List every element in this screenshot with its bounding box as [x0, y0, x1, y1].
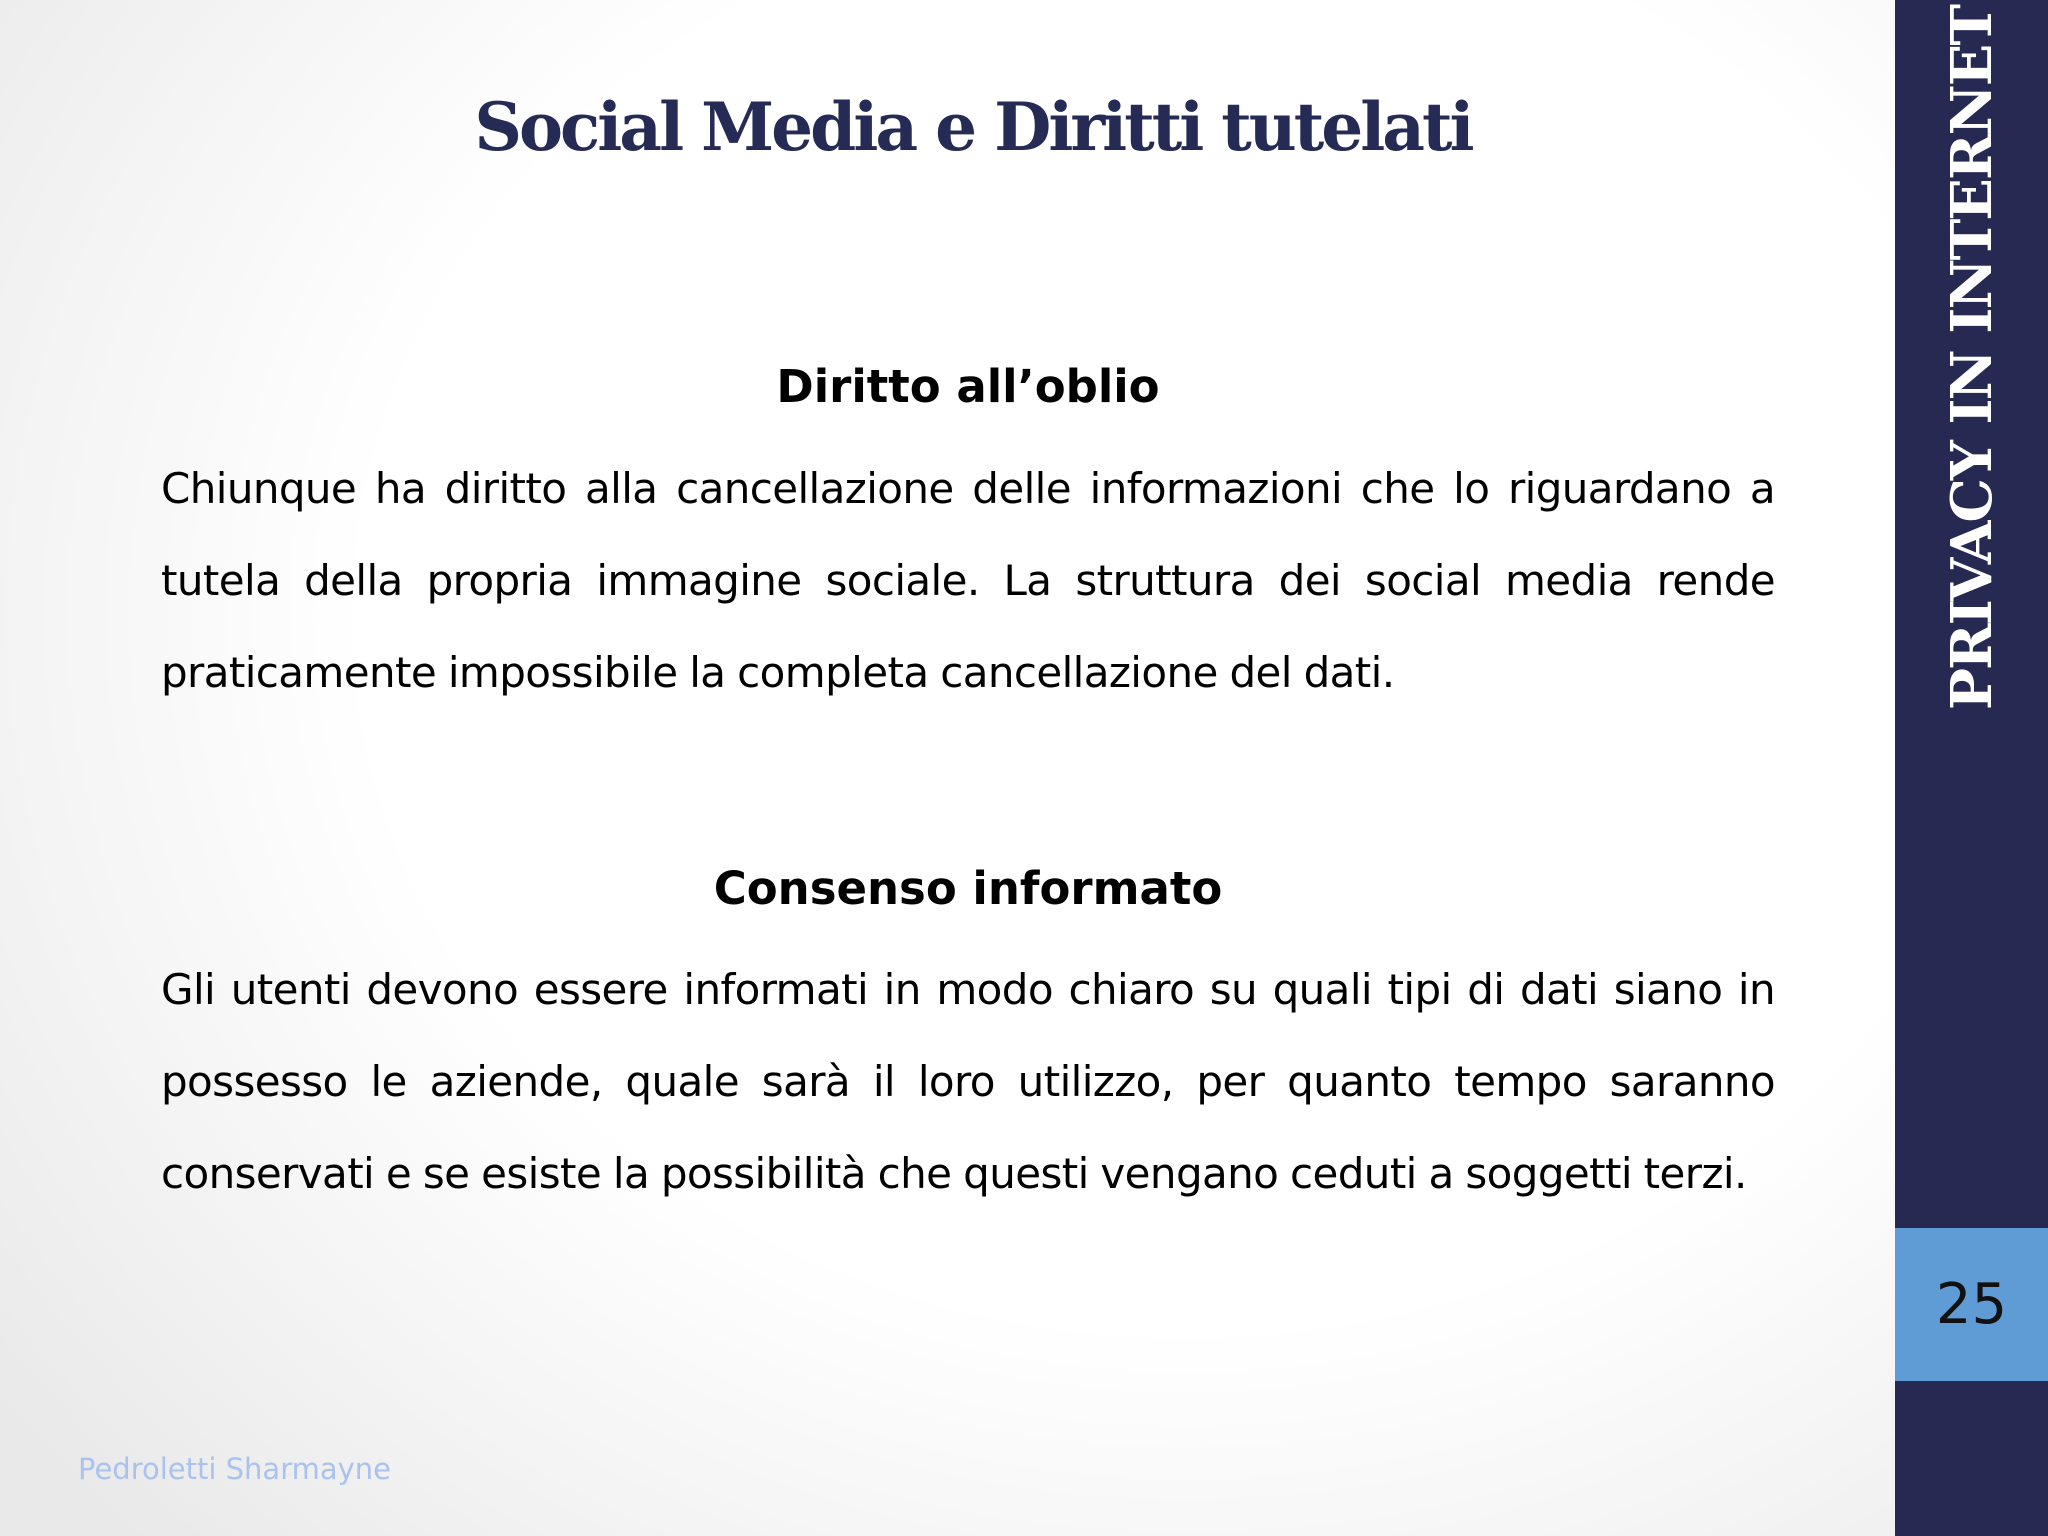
section-body-diritto-oblio: Chiunque ha diritto alla cancellazione delle informazioni che lo riguardano a tutela della propria immagine sociale. La struttura dei social media rende praticamente impossibile la completa cancellazione del dati. — [161, 464, 1775, 697]
section-heading-diritto-oblio: Diritto all’oblio — [776, 360, 1160, 413]
page-number-box — [1895, 1228, 2048, 1381]
section-body-consenso-informato: Gli utenti devono essere informati in modo chiaro su quali tipi di dati siano in possesso le aziende, quale sarà il loro utilizzo, per quanto tempo saranno conservati e se esiste la possibilità che questi vengano ceduti a soggetti terzi. — [161, 965, 1775, 1198]
page-number: 25 — [1935, 1272, 2008, 1337]
section-heading-consenso-informato: Consenso informato — [713, 862, 1223, 915]
sidebar-title: PRIVACY IN INTERNET — [1938, 5, 2005, 711]
author-footer: Pedroletti Sharmayne — [78, 1452, 392, 1486]
slide-title: Social Media e Diritti tutelati — [474, 88, 1472, 166]
